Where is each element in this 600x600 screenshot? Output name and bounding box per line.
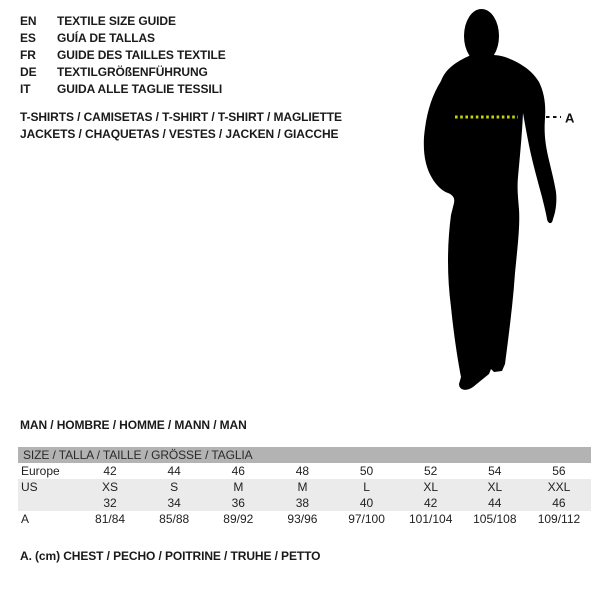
language-code: FR <box>20 48 36 62</box>
measure-a-label: A <box>565 110 575 126</box>
size-cell: XL <box>423 480 439 494</box>
language-list <box>20 13 226 98</box>
language-row <box>20 64 226 81</box>
size-cell: 40 <box>359 496 374 510</box>
category-line-tshirts: T-SHIRTS / CAMISETAS / T-SHIRT / T-SHIRT / MAGLIETTE <box>20 110 342 124</box>
size-cell: 46 <box>552 496 566 510</box>
size-cell: 48 <box>295 464 310 478</box>
language-row <box>20 47 226 64</box>
size-cell: 105/108 <box>473 512 517 526</box>
size-cell: 44 <box>167 464 181 478</box>
language-label: GUIDE DES TAILLES TEXTILE <box>57 48 226 62</box>
size-cell: XS <box>102 480 119 494</box>
table-row-europe <box>18 463 591 479</box>
language-label: TEXTILE SIZE GUIDE <box>57 14 176 28</box>
size-cell: S <box>170 480 179 494</box>
size-cell: 81/84 <box>95 512 126 526</box>
language-code: EN <box>20 14 37 28</box>
size-table <box>18 447 591 527</box>
size-cell: 44 <box>488 496 502 510</box>
size-cell: M <box>297 480 308 494</box>
size-cell: 56 <box>552 464 566 478</box>
language-label: GUÍA DE TALLAS <box>57 31 155 45</box>
language-code: IT <box>20 82 31 96</box>
silhouette-head <box>464 9 499 63</box>
row-label <box>18 495 78 511</box>
measurement-footnote: A. (cm) CHEST / PECHO / POITRINE / TRUHE / PETTO <box>20 549 321 563</box>
size-cell: 36 <box>231 496 245 510</box>
language-label: TEXTILGRÖßENFÜHRUNG <box>57 65 208 79</box>
size-cell: 32 <box>103 496 117 510</box>
size-cell: 46 <box>231 464 245 478</box>
row-label: US <box>21 480 38 494</box>
size-cell: M <box>233 480 244 494</box>
section-heading: MAN / HOMBRE / HOMME / MANN / MAN <box>20 418 247 432</box>
language-code: DE <box>20 65 37 79</box>
size-cell: 101/104 <box>408 512 453 526</box>
row-label: A <box>21 512 30 526</box>
language-label: GUIDA ALLE TAGLIE TESSILI <box>57 82 223 96</box>
size-table-header: SIZE / TALLA / TAILLE / GRÖSSE / TAGLIA <box>18 447 591 463</box>
table-row-a-chest <box>18 511 591 527</box>
size-cell: XXL <box>547 480 571 494</box>
size-cell: XL <box>487 480 503 494</box>
garment-categories <box>20 109 342 143</box>
size-cell: 93/96 <box>287 512 318 526</box>
size-cell: L <box>363 480 370 494</box>
category-line-jackets: JACKETS / CHAQUETAS / VESTES / JACKEN / GIACCHE <box>20 127 339 141</box>
size-cell: 109/112 <box>537 512 581 526</box>
size-cell: 89/92 <box>223 512 254 526</box>
row-label: Europe <box>21 464 60 478</box>
language-row <box>20 81 226 98</box>
size-cell: 42 <box>424 496 438 510</box>
man-silhouette-figure <box>415 5 590 405</box>
silhouette-body <box>424 55 557 390</box>
table-row-us <box>18 479 591 495</box>
size-cell: 54 <box>488 464 502 478</box>
language-row <box>20 30 226 47</box>
language-code: ES <box>20 31 36 45</box>
size-cell: 42 <box>103 464 117 478</box>
size-cell: 85/88 <box>159 512 190 526</box>
size-cell: 97/100 <box>348 512 385 526</box>
table-row-unlabeled <box>18 495 591 511</box>
size-cell: 34 <box>167 496 181 510</box>
language-row <box>20 13 226 30</box>
size-cell: 38 <box>295 496 310 510</box>
size-cell: 50 <box>359 464 374 478</box>
size-cell: 52 <box>424 464 438 478</box>
